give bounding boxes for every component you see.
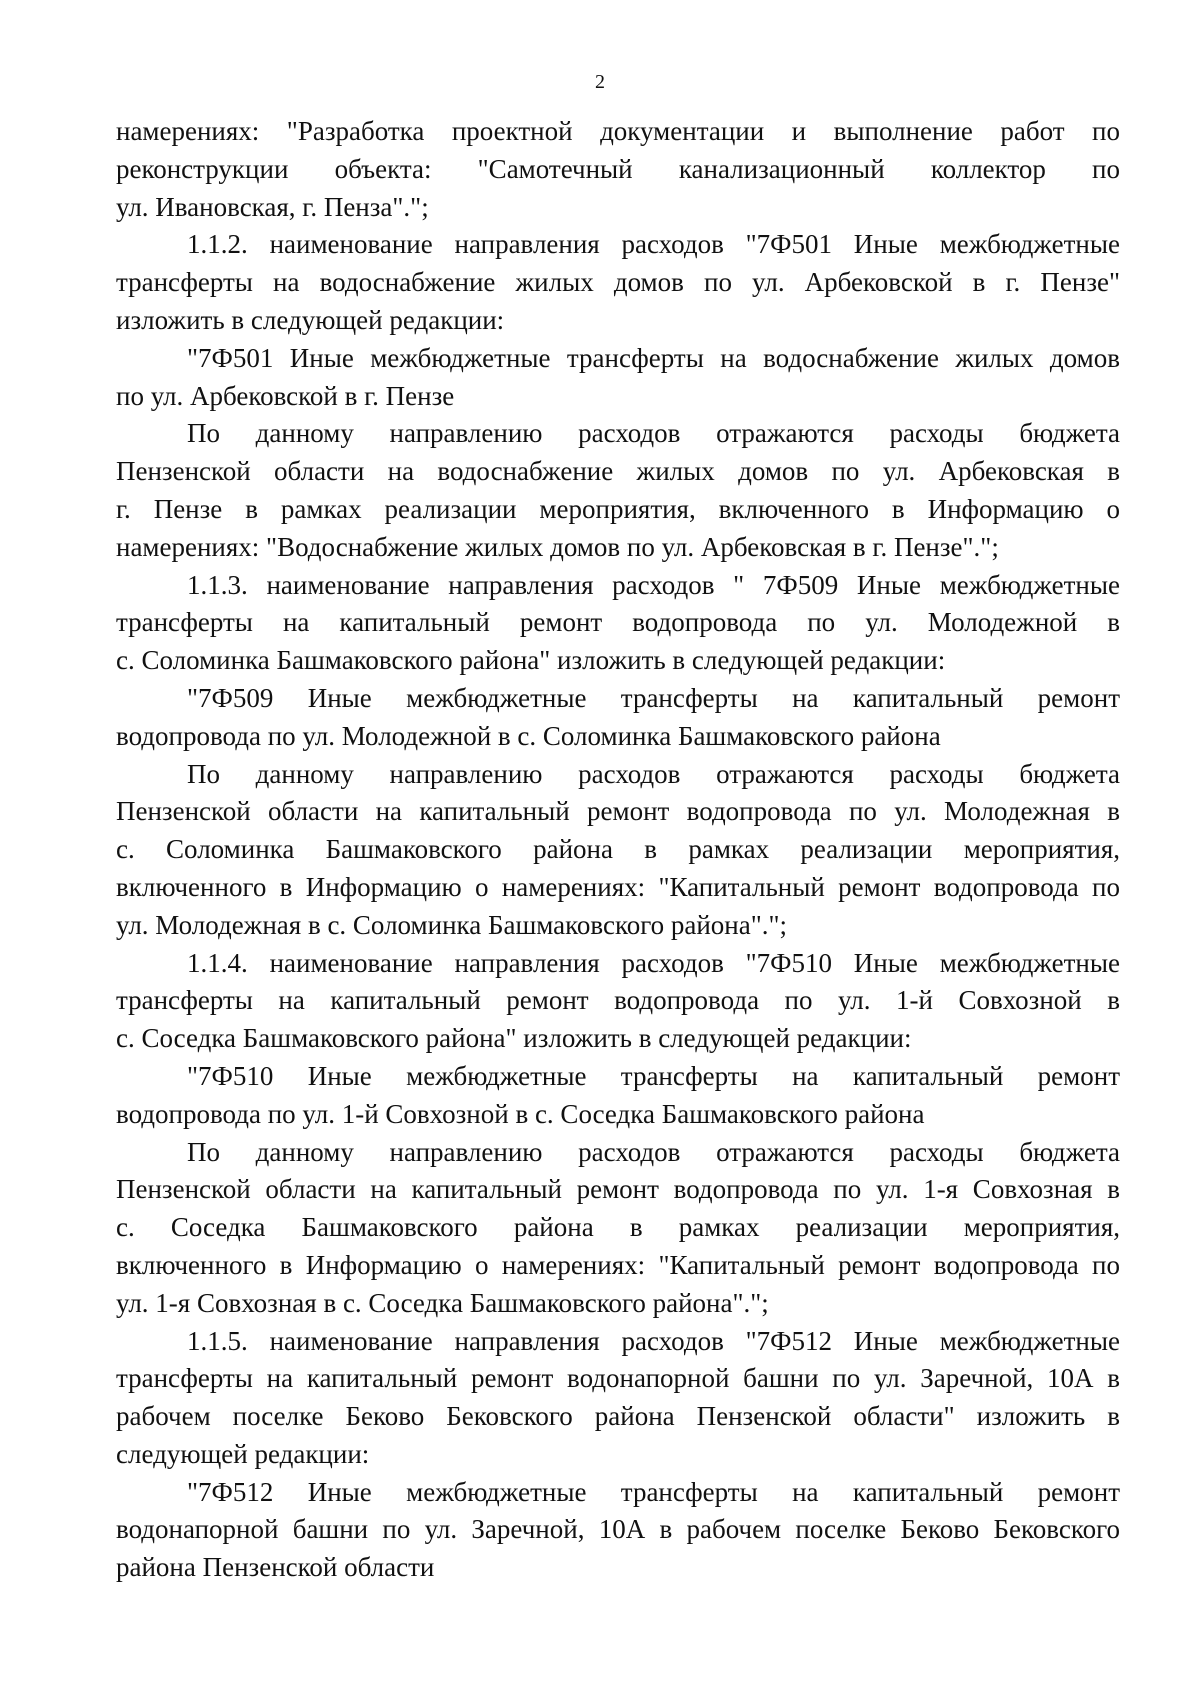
text-line: водопровода по ул. Молодежной в с. Соломинка Башмаковского района xyxy=(116,720,941,751)
document-body xyxy=(116,113,1120,1587)
page-number: 2 xyxy=(595,71,605,93)
text-line: рабочем поселке Беково Бековского района Пензенской области" изложить в xyxy=(116,1401,1120,1432)
text-line: ул. Молодежная в с. Соломинка Башмаковского района"."; xyxy=(116,909,788,940)
text-line: 1.1.4. наименование направления расходов "7Ф510 Иные межбюджетные xyxy=(187,947,1120,978)
text-line: Пензенской области на капитальный ремонт водопровода по ул. 1-я Совхозная в xyxy=(116,1174,1120,1205)
text-line: 1.1.5. наименование направления расходов "7Ф512 Иные межбюджетные xyxy=(187,1325,1120,1356)
text-line: изложить в следующей редакции: xyxy=(116,304,505,335)
text-line: Пензенской области на водоснабжение жилых домов по ул. Арбековская в xyxy=(116,456,1120,487)
text-line: водопровода по ул. 1-й Совхозной в с. Соседка Башмаковского района xyxy=(116,1098,925,1129)
text-line: с. Соломинка Башмаковского района" изложить в следующей редакции: xyxy=(116,645,946,676)
text-line: по ул. Арбековской в г. Пензе xyxy=(116,380,455,411)
text-line: намерениях: "Разработка проектной документации и выполнение работ по xyxy=(116,116,1120,146)
text-line: трансферты на капитальный ремонт водопровода по ул. Молодежной в xyxy=(116,607,1120,638)
text-line: включенного в Информацию о намерениях: "Капитальный ремонт водопровода по xyxy=(116,1249,1120,1280)
text-line: ул. Ивановская, г. Пенза"."; xyxy=(116,191,429,222)
text-line: 1.1.2. наименование направления расходов "7Ф501 Иные межбюджетные xyxy=(187,229,1120,260)
text-line: "7Ф512 Иные межбюджетные трансферты на капитальный ремонт xyxy=(187,1476,1120,1507)
text-line: следующей редакции: xyxy=(116,1438,370,1469)
text-line: ул. 1-я Совхозная в с. Соседка Башмаковского района"."; xyxy=(116,1287,769,1318)
text-line: водонапорной башни по ул. Заречной, 10А в рабочем поселке Беково Бековского xyxy=(116,1514,1120,1545)
text-line: района Пензенской области xyxy=(116,1552,435,1583)
text-line: "7Ф501 Иные межбюджетные трансферты на водоснабжение жилых домов xyxy=(187,342,1120,373)
text-line: с. Соломинка Башмаковского района в рамках реализации мероприятия, xyxy=(116,834,1120,865)
text-line: г. Пензе в рамках реализации мероприятия, включенного в Информацию о xyxy=(116,493,1120,524)
text-line: реконструкции объекта: "Самотечный канализационный коллектор по xyxy=(116,153,1120,184)
text-line: "7Ф510 Иные межбюджетные трансферты на капитальный ремонт xyxy=(187,1060,1120,1091)
text-line: с. Соседка Башмаковского района" изложить в следующей редакции: xyxy=(116,1023,912,1054)
text-line: По данному направлению расходов отражаются расходы бюджета xyxy=(187,758,1120,789)
text-line: включенного в Информацию о намерениях: "Капитальный ремонт водопровода по xyxy=(116,871,1120,902)
text-line: трансферты на водоснабжение жилых домов по ул. Арбековской в г. Пензе" xyxy=(116,267,1120,298)
text-line: "7Ф509 Иные межбюджетные трансферты на капитальный ремонт xyxy=(187,682,1120,713)
text-line: По данному направлению расходов отражаются расходы бюджета xyxy=(187,1136,1120,1167)
text-line: Пензенской области на капитальный ремонт водопровода по ул. Молодежная в xyxy=(116,796,1120,827)
text-line: трансферты на капитальный ремонт водонапорной башни по ул. Заречной, 10А в xyxy=(116,1363,1120,1394)
text-line: трансферты на капитальный ремонт водопровода по ул. 1-й Совхозной в xyxy=(116,985,1120,1016)
text-line: По данному направлению расходов отражаются расходы бюджета xyxy=(187,418,1120,449)
text-line: с. Соседка Башмаковского района в рамках реализации мероприятия, xyxy=(116,1212,1120,1243)
text-line: 1.1.3. наименование направления расходов " 7Ф509 Иные межбюджетные xyxy=(187,569,1120,600)
text-line: намерениях: "Водоснабжение жилых домов по ул. Арбековская в г. Пензе"."; xyxy=(116,531,999,562)
